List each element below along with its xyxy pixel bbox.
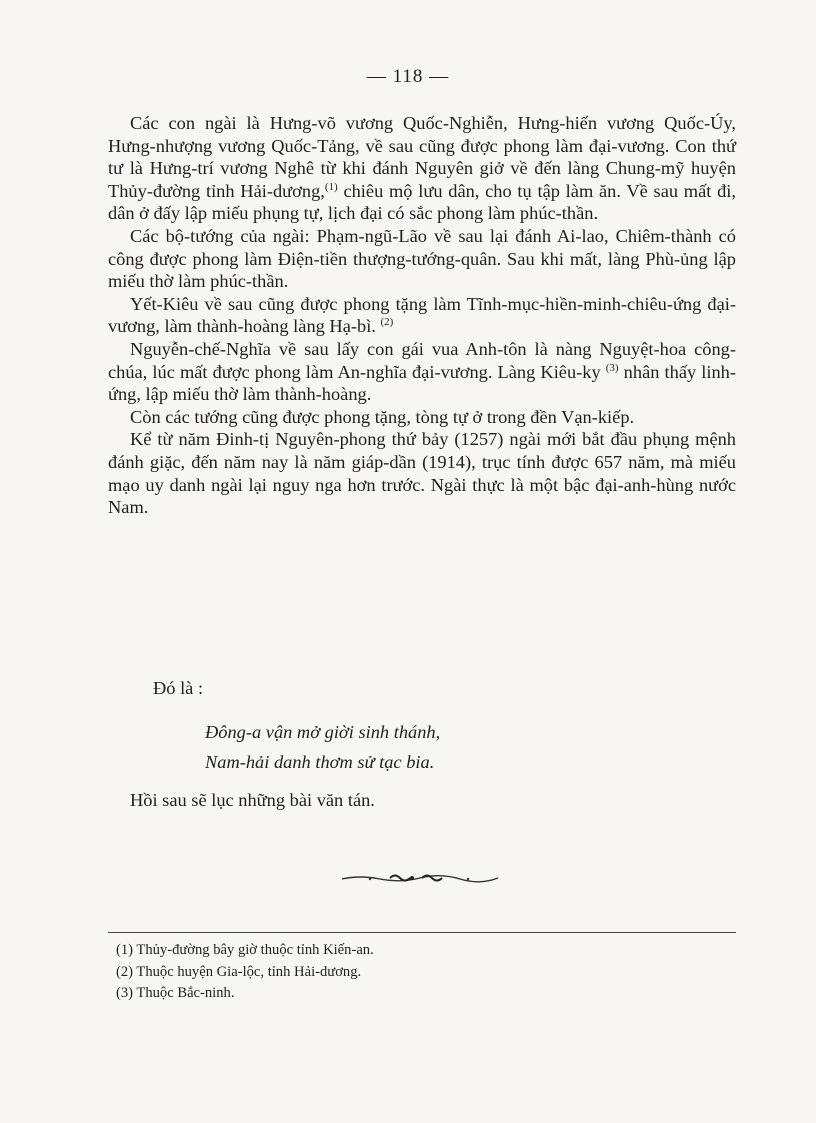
paragraph-yet-kieu: Yết-Kiêu về sau cũng được phong tặng làm Tĩnh-mục-hiền-minh-chiêu-ứng đại-vương, làm thành-hoàng làng Hạ-bì. $^{(2)}$ [108,293,736,337]
paragraph-generals: Các bộ-tướng của ngài: Phạm-ngũ-Lão về sau lại đánh Ai-lao, Chiêm-thành có công được phong làm Điện-tiền thượng-tướng-quân. Sau khi mất, làng Phù-ủng lập miếu thờ làm phúc-thần. [108,225,736,292]
page-number: — 118 — [366,66,450,87]
footnote-ref-1[interactable]: (1) [324,180,338,193]
footnote: (2) Thuộc huyện Gia-lộc, tỉnh Hải-dương. [116,963,362,980]
verse-line: Nam-hải danh thơm sử tạc bia. [205,752,435,772]
paragraph-other-generals: Còn các tướng cũng được phong tặng, tòng tự ở trong đền Vạn-kiếp. [130,406,635,427]
footnote-ref-2[interactable]: (2) [380,316,394,329]
body-text [108,112,736,519]
verse-couplet [205,717,440,777]
closing-line: Hồi sau sẽ lục những bài văn tán. [130,790,375,810]
footnote: (3) Thuộc Bắc-ninh. [116,985,235,1001]
paragraph-conclusion: Kể từ năm Đinh-tị Nguyên-phong thứ bảy (1257) ngài mới bắt đầu phụng mệnh đánh giặc, đến năm nay là năm giáp-dần (1914), trục tính được 657 năm, mà miếu mạo uy danh ngài lại nguy nga hơn trước. Ngài thực là một bậc đại-anh-hùng nước Nam. [108,429,736,518]
footnotes [116,940,374,1005]
footnote-ref-3[interactable]: (3) [605,361,619,374]
decorative-divider-icon [340,871,500,885]
paragraph-nguyen-che-nghia: Nguyễn-chế-Nghĩa về sau lấy con gái vua Anh-tôn là nàng Nguyệt-hoa công-chúa, lúc mất được phong làm An-nghĩa đại-vương. Làng Kiêu-ky $^{(3)}$ nhân thấy linh-ứng, lập miếu thờ làm thành-hoàng. [108,338,736,405]
footnote: (1) Thủy-đường bây giờ thuộc tỉnh Kiến-an. [116,942,374,958]
verse-line: Đông-a vận mở giời sinh thánh, [205,722,441,742]
footnote-divider [108,932,736,933]
intro-line: Đó là : [153,678,204,698]
paragraph-sons: Các con ngài là Hưng-võ vương Quốc-Nghiễn, Hưng-hiến vương Quốc-Úy, Hưng-nhượng vương Quốc-Tảng, về sau cũng được phong làm đại-vương. Con thứ tư là Hưng-trí vương Nghê từ khi đánh Nguyên giở về đến làng Chung-mỹ huyện Thủy-đường tỉnh Hải-dương,$^{(1)}$ chiêu mộ lưu dân, cho tụ tập làm ăn. Về sau mất đi, dân ở đấy lập miếu phụng tự, lịch đại có sắc phong làm phúc-thần. [108,113,736,224]
